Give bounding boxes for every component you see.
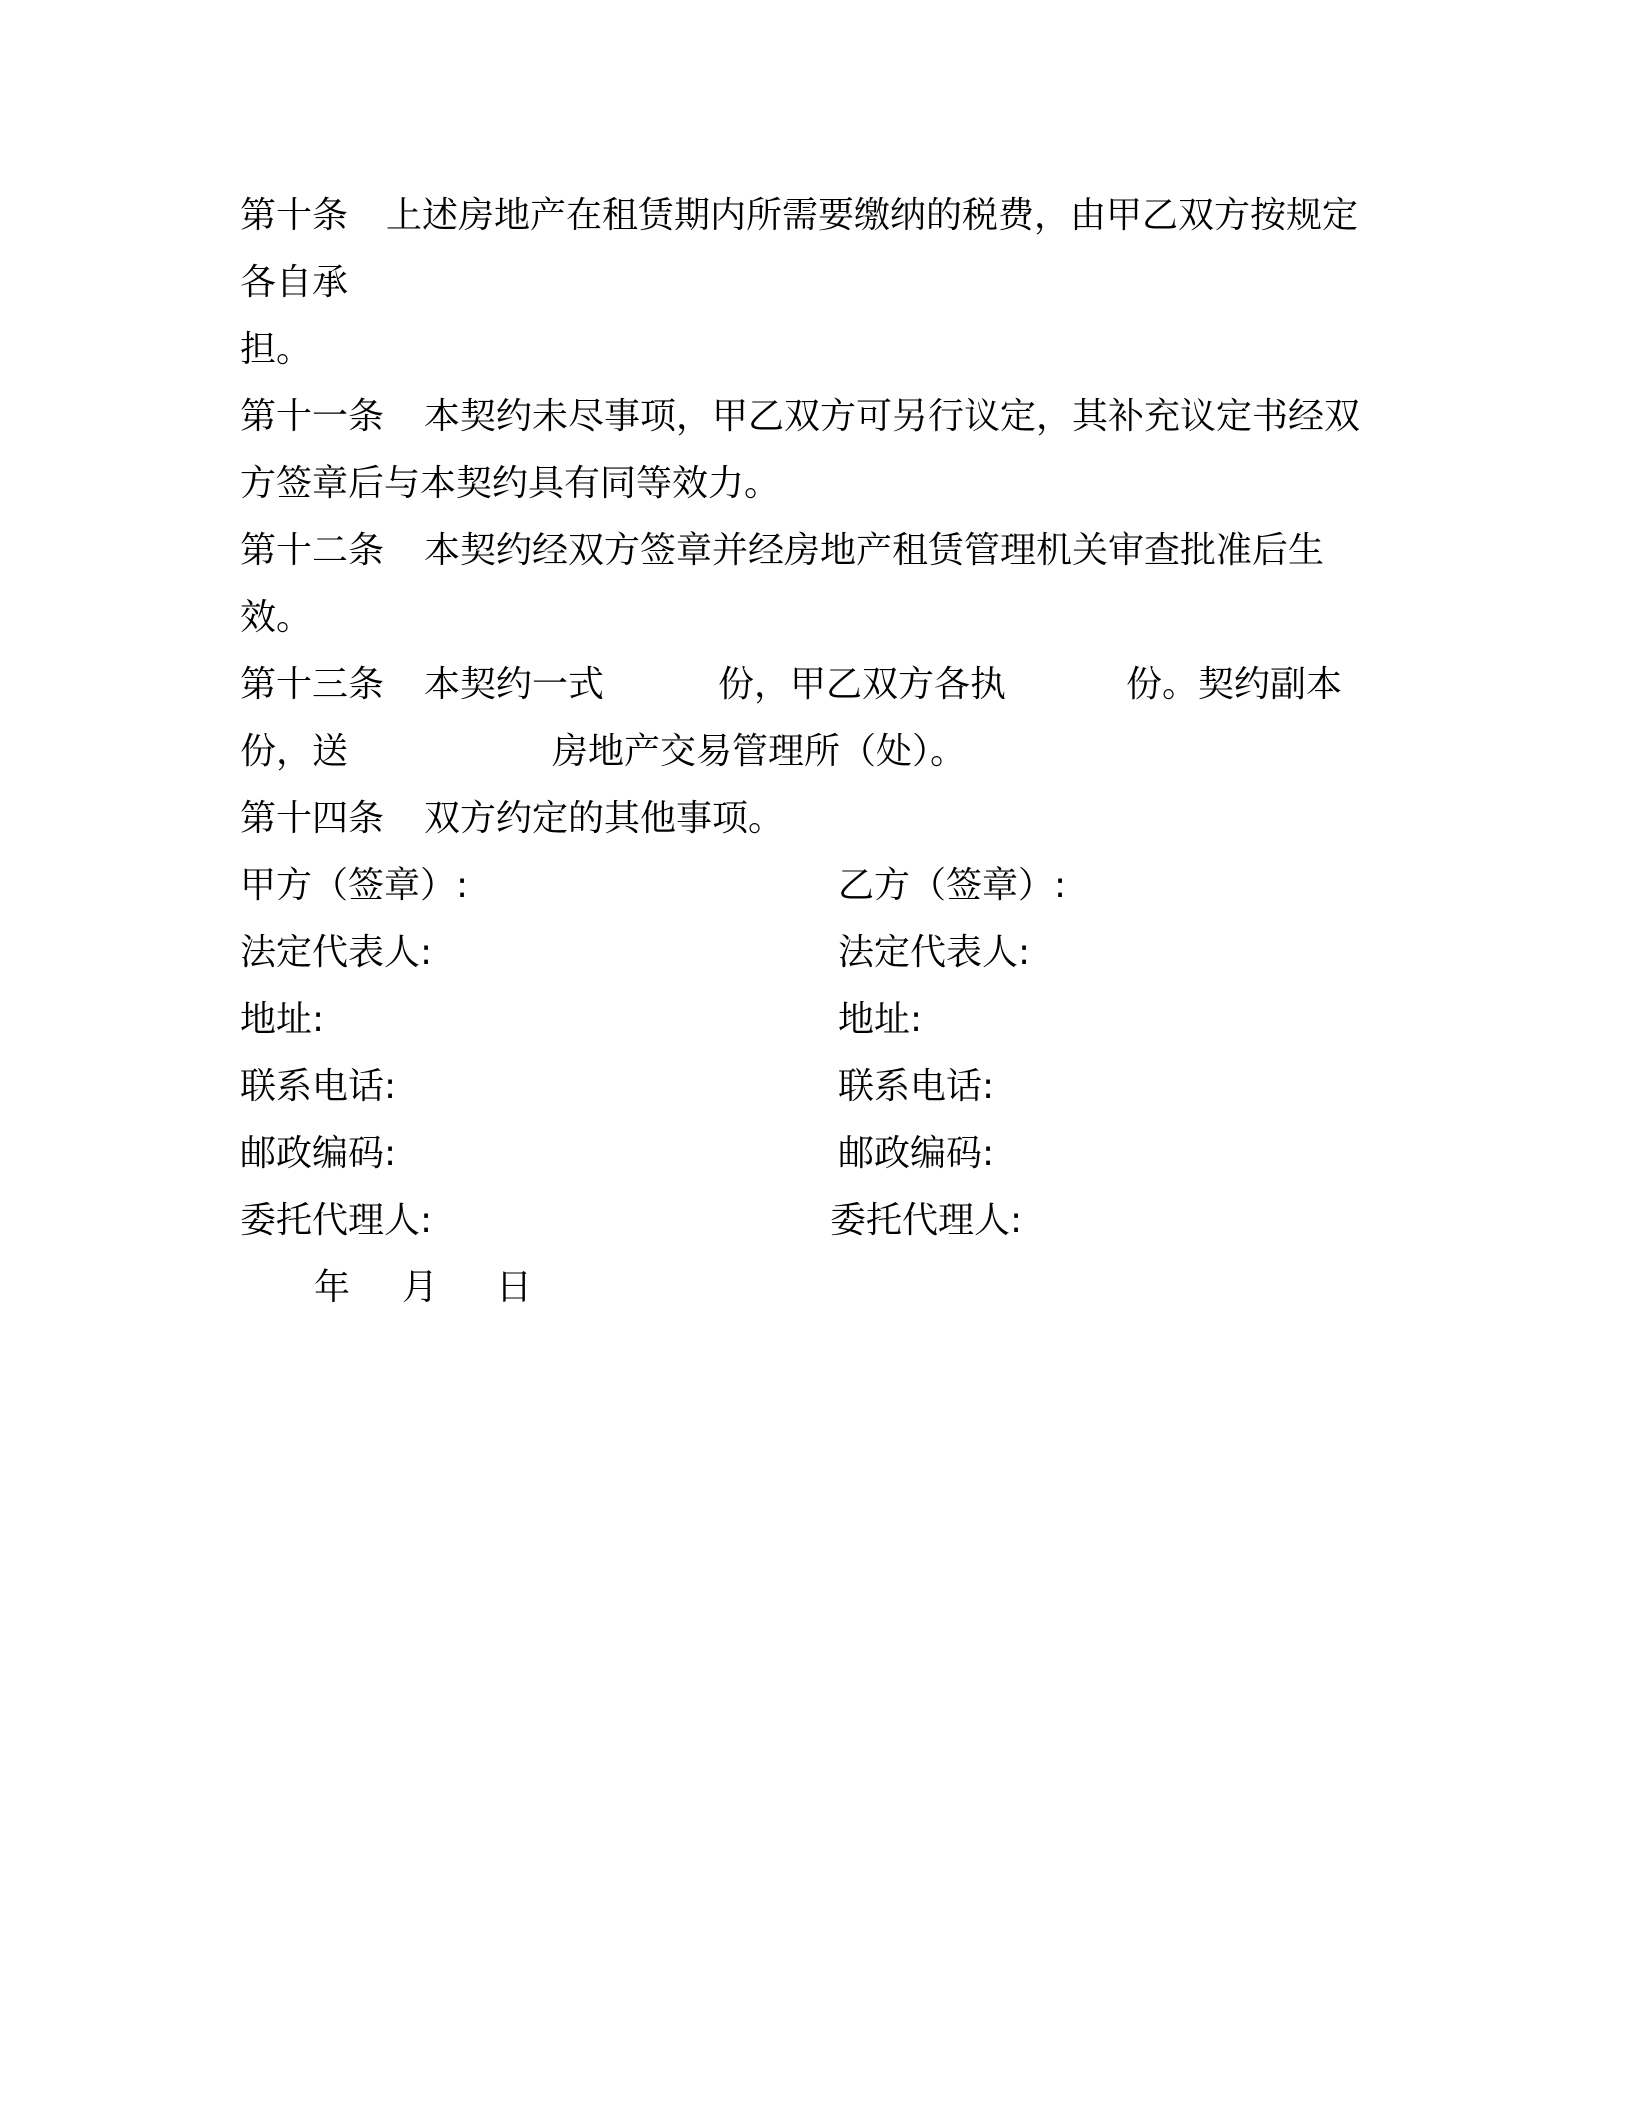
article-12-text: 本契约经双方签章并经房地产租赁管理机关审查批准后生 (424, 530, 1325, 571)
article-12-heading: 第十二条 (240, 530, 385, 571)
party-b-phone-label: 联系电话: (838, 1066, 995, 1107)
signature-row-phone (240, 1054, 995, 1120)
date-day-label: 日 (496, 1267, 533, 1308)
signature-row-seal (240, 853, 1067, 919)
article-10-line-3 (240, 317, 313, 383)
article-10-heading: 第十条 (240, 195, 349, 236)
party-b-seal-label: 乙方（签章）: (838, 865, 1067, 906)
party-a-agent-label: 委托代理人: (240, 1200, 433, 1241)
signature-row-legal-rep (240, 920, 1031, 986)
article-13-duplicate-text: 份。契约副本 (1126, 664, 1343, 705)
article-13-each-text: 份，甲乙双方各执 (718, 664, 1007, 705)
party-b-legal-rep-label: 法定代表人: (838, 932, 1031, 973)
article-13-line-1 (240, 652, 1343, 718)
article-12-line-2 (240, 585, 313, 651)
signature-row-agent (240, 1188, 1023, 1254)
party-a-legal-rep-label: 法定代表人: (240, 932, 433, 973)
article-12-line-1 (240, 518, 1325, 584)
party-b-address-label: 地址: (838, 999, 923, 1040)
article-10-text: 上述房地产在租赁期内所需要缴纳的税费，由甲乙双方按规定 (386, 195, 1359, 236)
article-14-heading: 第十四条 (240, 798, 385, 839)
article-13-office-text: 房地产交易管理所（处）。 (552, 731, 967, 772)
article-11-text: 本契约未尽事项，甲乙双方可另行议定，其补充议定书经双 (424, 396, 1361, 437)
article-12-text-cont: 效。 (240, 597, 313, 638)
party-a-seal-label: 甲方（签章）: (240, 865, 469, 906)
date-month-label: 月 (402, 1267, 439, 1308)
article-10-text-cont: 各自承 (240, 262, 349, 303)
article-10-text-end: 担。 (240, 329, 313, 370)
article-11-text-cont: 方签章后与本契约具有同等效力。 (240, 463, 781, 504)
signature-date-row (240, 1255, 533, 1321)
party-a-address-label: 地址: (240, 999, 325, 1040)
article-10-line-1 (240, 183, 1359, 249)
party-a-postcode-label: 邮政编码: (240, 1133, 397, 1174)
date-year-label: 年 (314, 1267, 351, 1308)
article-13-send-text: 份，送 (240, 731, 349, 772)
article-14-text: 双方约定的其他事项。 (424, 798, 785, 839)
article-14-line-1 (240, 786, 785, 852)
article-11-heading: 第十一条 (240, 396, 385, 437)
article-11-line-1 (240, 384, 1361, 450)
article-11-line-2 (240, 451, 781, 517)
signature-row-postcode (240, 1121, 995, 1187)
party-b-agent-label: 委托代理人: (830, 1200, 1023, 1241)
article-13-copies-text: 本契约一式 (424, 664, 605, 705)
party-b-postcode-label: 邮政编码: (838, 1133, 995, 1174)
party-a-phone-label: 联系电话: (240, 1066, 397, 1107)
article-13-line-2 (240, 719, 967, 785)
article-10-line-2 (240, 250, 349, 316)
signature-row-address (240, 987, 923, 1053)
article-13-heading: 第十三条 (240, 664, 385, 705)
